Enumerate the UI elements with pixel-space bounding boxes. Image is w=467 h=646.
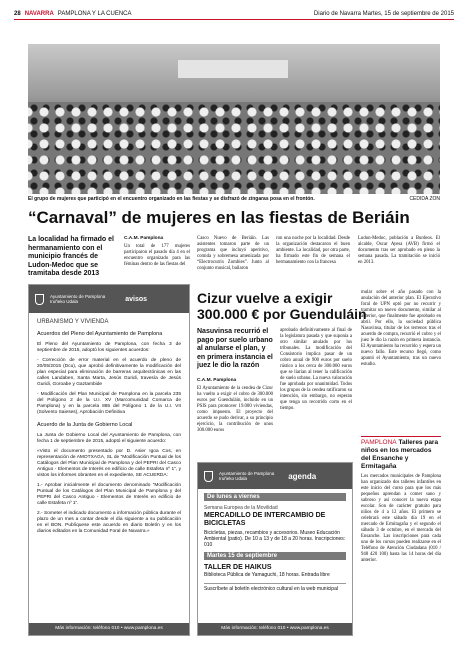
article1-col2: Casco Nuevo de Beriáin. Las asistentes tomaron parte de un programa que incluyó aperitivo, comida y sobremesa amenizada por “Electrocutrix Zombies”. Junto al conjunto musical, bailaron [197,236,269,271]
group-photo [28,44,440,194]
subhead-cizur: Nasuvinsa recurrió el pago por suelo urbano al anularse el plan, y en primera instancia el juez le dio la razón [197,328,273,369]
teaser-body: Los mercados municipales de Pamplona han organizado dos talleres infantiles en este inicio del curso para que los más pequeños aprendan a comer sano y sabroso y así conocer la nueva etapa escolar. Son de carácter gratuito para niños de 4 a 12 años. El primero se celebrará este sábado día 19 en el mercado de Ermitagaña y el segundo el sábado 3 de octubre, en el mercado del Ensanche. Las inscripciones para cada uno de los cursos pueden realizarse en el Teléfono de Atención Ciudadana (010 / 948 420 100) hasta las 14 horas del día anterior. [361,474,441,563]
article1-col4: Ludon-Medoc, población a Burdeos. El alcalde, Oscar Ayesa (AVB) firmó el documento tras ser aprobado en pleno la semana pasada. La tramitación se inició en 2013. [358,236,440,265]
page-number: 28 [14,10,21,17]
teaser-title: Talleres para niños en los mercados del Ensanche y Ermitagaña [361,439,439,470]
avisos-panel [28,284,190,636]
headline-cizur-b: 300.000 € por Guenduláin [197,306,367,322]
pamplona-logo-icon [35,294,44,305]
agenda-e1-org: Semana Europea de la Movilidad [204,505,278,511]
agenda-title: agenda [288,471,317,481]
section-name: NAVARRA [24,10,54,17]
agenda-body [198,489,352,596]
article2-col3: mular sobre el año pasado con la anulación del anterior plan. El Ejecutivo foral de UPN optó por no recurrir y tramitar un nuevo documento, similar al anterior, que finalmente fue aprobado en abril. Por ello, la sociedad pública Nasuvinsa, titular de los terrenos tras el acuerdo de compra, recurrió el cobro y el juez le dio la razón en primera instancia. El Ayuntamiento ha recurrido y espera un nuevo fallo. Este recurso llegó, como apuntó el Ayuntamiento, tras un nuevo estudio. [361,290,441,367]
byline-carnaval: C.A.M. Pamplona [124,236,164,241]
article2-col2: aprobado definitivamente al final de la legislatura pasada y que suponía a otro similar anulado por los tribunales. La modificación del Consistorio implica pasar de un cobro anual de 900 euros por suelo rústico a los cerca de 300.000 euros que se liarían al tener la calificación de suelo urbano. La nueva valoración fue aprobada por unanimidad. Todos los grupos de la cendea ratificaron su intención, sin embargo, no esperan que tenga un recorrido corto en el tiempo. [280,328,352,411]
lead-carnaval: La localidad ha firmado el hermanamiento con el municipio francés de Ludon-Medoc que se tramitaba desde 2013 [28,236,114,277]
article1-col1: Un total de 177 mujeres participaron el pasado día 4 en el encuentro organizado para las féminas dentro de las fiestas del [124,244,190,267]
avisos-p3: - Modificación del Plan Municipal de Pamplona en la parcela 235 del Polígono 2 de la U.I. XV (Marcomunidad Comarca de Pamplona) y en la parcela 865 del Polígono 1 de la U.I. VII (Solvento Saieses), Aprobación Definitiva [37,392,181,415]
byline-cizur: C.A.M. Pamplona [197,378,237,383]
avisos-p4: La Junta de Gobierno Local del Ayuntamiento de Pamplona, con fecha 1 de septiembre de 2015, adoptó el siguiente acuerdo: [37,433,181,444]
avisos-p5: «Visto el documento presentado por D. Asier Igoa Cos, en representación de AMOTXAGA, SL de “Modificación Puntual de los Catálogos del Plan Municipal de Pamplona y del PEPRI del Casco Antiguo - Elementos de Interés en edificio de calle Estafeta nº 1”, y vistos los informes obrantes en el expediente, SE ACUERDA: [37,449,181,478]
section-subname: PAMPLONA Y LA CUENCA [57,10,132,17]
avisos-header [29,285,189,313]
avisos-org [50,294,105,305]
headline-carnaval [28,208,410,228]
photo-credit: CEDIDA ZON [409,196,440,202]
agenda-e1-title: MERCADILLO DE INTERCAMBIO DE BICICLETAS [204,512,326,527]
headline-part-a: “Carnaval” [28,208,117,227]
teaser-talleres [361,436,441,564]
headline-part-b: de mujeres en las fiestas de Beriáin [116,208,410,227]
avisos-p6: 1.- Aprobar inicialmente el documento denominado “Modificación Puntual de los Catálogos del Plan Municipal de Pamplona y del PEPRI del Casco Antiguo - Elementos de Interés en edificio de calle Estafeta nº 1”. [37,483,181,506]
agenda-e3: Suscríbete al boletín electrónico cultural en la web municipal [204,583,346,592]
avisos-org-name: Ayuntamiento de Pamplona [50,293,106,299]
agenda-day2: Martes 15 de septiembre [204,552,346,560]
avisos-body [29,313,189,541]
article2-col1: El Ayuntamiento de la cendea de Cizur ha vuelto a exigir el cobro de 300.000 euros por Guenduláin, incluido en un PSIS para promover 19.000 viviendas, como impuesto. El proyecto del acuerdo se pudo derivar, a su principio ejercicio, la contribución de unos 300.000 euros [197,386,273,433]
teaser-tag: PAMPLONA [361,439,397,446]
agenda-footer: Más información: teléfono 010 • www.pamplona.es [198,623,352,635]
photo-caption: El grupo de mujeres que participó en el encuentro organizado en las fiestas y se disfrazó de zíngaras posa en el frontón. [28,196,315,202]
avisos-section: URBANISMO Y VIVIENDA [37,319,109,325]
photo-banner [178,60,288,78]
photo-caption-row [28,196,440,202]
agenda-e2-title: TALLER DE HAIKUS [204,564,272,571]
avisos-p2: - Corrección de error material en el acuerdo de pleno de 20/05/2015 (Dcu), que aprobó definitivamente la modificación del plan especial para eliminación de barreras arquitectónicas en las calles Landaben, Santa Marta, Jesús Guridi, travesía de Jesús Guridi, Goroabe y Gaztambide [37,358,181,387]
agenda-org-sub: Iruñeko Udala [219,476,248,481]
avisos-p7: 2.- Someter el indicado documento a información pública durante el plazo de un mes a contar desde el día siguiente a su publicación en el BON. Publíquese este acuerdo en diario Boletín y en los diarios editados en la Comunidad Foral de Navarra.» [37,511,181,534]
article1-col3: ron una noche por la localidad. Desde la organización destacaron el buen ambiente. La localidad, por otra parte, ha firmado este fin de semana el hermanamiento con la francesa [276,236,350,265]
avisos-sub2: Acuerdo de la Junta de Gobierno Local [37,422,133,428]
avisos-title: avisos [125,295,148,303]
avisos-sub1: Acuerdos del Pleno del Ayuntamiento de Pamplona [37,331,163,337]
agenda-e1-text: Bicicletas, piezas, recambios y accesorios. Museo Educación Ambiental (patio). De 10 a 13 y de 18 a 20 horas. Inscripciones: 010 [204,530,346,548]
publication-date: Diario de Navarra Martes, 15 de septiembre de 2015 [313,10,454,17]
agenda-day1: De lunes a viernes [204,493,346,501]
agenda-org-name: Ayuntamiento de Pamplona [219,470,275,476]
avisos-org-sub: Iruñeko Udala [50,299,79,304]
agenda-panel [197,462,353,636]
agenda-e2-text: Biblioteca Pública de Yamaguchi, 18 horas. Entrada libre [204,572,330,578]
agenda-org [219,471,274,482]
avisos-p1: El Pleno del Ayuntamiento de Pamplona, con fecha 3 de septiembre de 2015, adoptó los siguientes acuerdos: [37,342,181,353]
headline-cizur-a: Cizur vuelve a exigir [197,290,333,306]
avisos-footer: Más información: teléfono 010 • www.pamplona.es [29,623,189,635]
agenda-header [198,463,352,489]
page-header [14,8,454,20]
pamplona-logo-icon [204,471,213,482]
photo-crowd [28,102,440,194]
